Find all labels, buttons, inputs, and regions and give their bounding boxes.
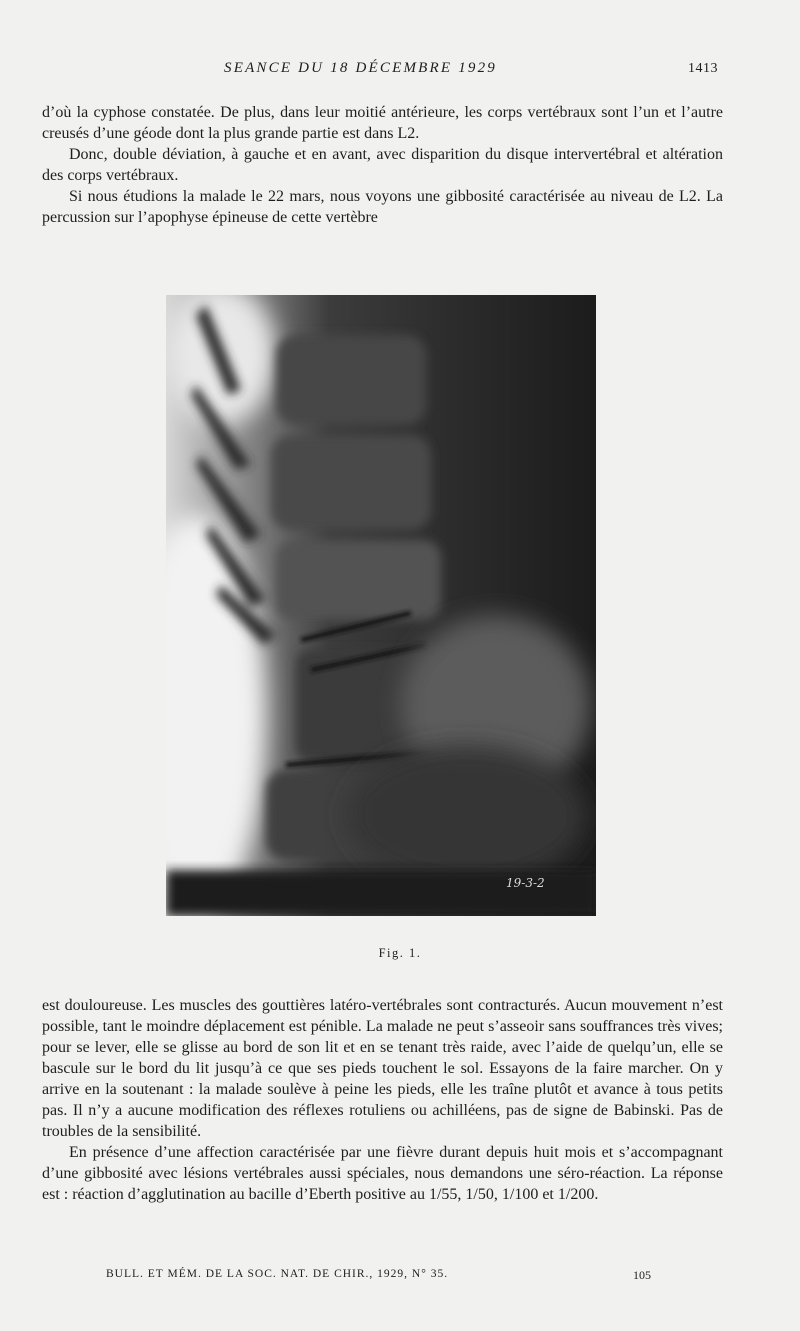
body-text-bottom	[42, 995, 723, 1205]
running-head	[0, 60, 800, 82]
running-title: SEANCE DU 18 DÉCEMBRE 1929	[224, 60, 498, 76]
radiograph-date-annotation: 19-3-2	[506, 876, 545, 890]
page-footer	[0, 1268, 800, 1286]
radiograph-figure	[166, 295, 596, 916]
body-text-top	[42, 102, 723, 228]
figure-caption: Fig. 1.	[378, 946, 422, 960]
paragraph-examination-22-march: Si nous étudions la malade le 22 mars, nous voyons une gibbosité caractérisée au niveau de L2. La percussion sur l’apophyse épineuse de cette vertèbre	[42, 188, 723, 226]
paragraph-sero-reaction: En présence d’une affection caractérisée par une fièvre durant depuis huit mois et s’accompagnant d’une gibbosité avec lésions vertébrales aussi spéciales, nous demandons une séro-réaction. La réponse est : réaction d’agglutination au bacille d’Eberth positive au 1/55, 1/50, 1/100 et 1/200.	[42, 1144, 723, 1203]
journal-citation: BULL. ET MÉM. DE LA SOC. NAT. DE CHIR., 1929, N° 35.	[106, 1268, 449, 1280]
sheet-folio: 105	[633, 1268, 651, 1282]
paragraph-kyphosis: d’où la cyphose constatée. De plus, dans leur moitié antérieure, les corps vertébraux sont l’un et l’autre creusés d’une géode dont la plus grande partie est dans L2.	[42, 104, 723, 142]
paragraph-clinical-signs: est douloureuse. Les muscles des gouttières latéro-vertébrales sont contracturés. Aucun mouvement n’est possible, tant le moindre déplacement est pénible. La malade ne peut s’asseoir sans souffrances très vives; pour se lever, elle se glisse au bord de son lit et en se tenant très raide, avec l’aide de quelqu’un, elle se bascule sur le bord du lit jusqu’à ce que ses pieds touchent le sol. Essayons de la faire marcher. On y arrive en la soutenant : la malade soulève à peine les pieds, elle les traîne plutôt et avance à tous petits pas. Il n’y a aucune modification des réflexes rotuliens ou achilléens, pas de signe de Babinski. Pas de troubles de la sensibilité.	[42, 997, 723, 1140]
page-number: 1413	[688, 61, 718, 76]
spine-radiograph	[166, 295, 596, 916]
paragraph-double-deviation: Donc, double déviation, à gauche et en avant, avec disparition du disque intervertébral et altération des corps vertébraux.	[42, 146, 723, 184]
